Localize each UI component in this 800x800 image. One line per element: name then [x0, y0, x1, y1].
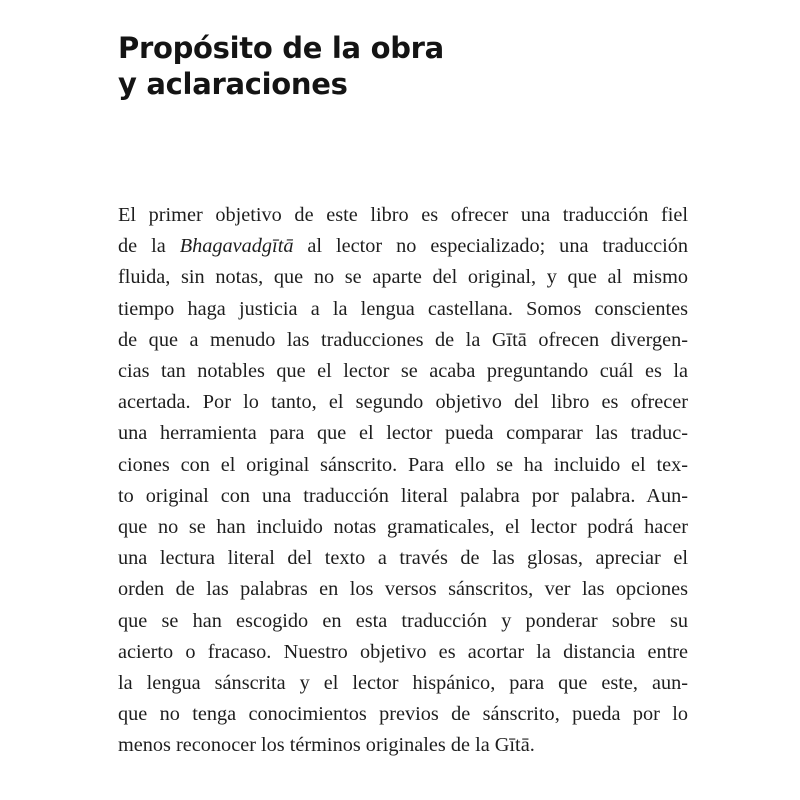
text-segment: la lengua sánscrita y el lector hispánico, para que este, aun-: [118, 672, 688, 695]
text-segment: que se han escogido en esta traducción y ponderar sobre su: [118, 609, 688, 632]
text-segment: orden de las palabras en los versos sánscritos, ver las opciones: [118, 578, 688, 601]
text-line: [118, 418, 688, 449]
text-segment: ciones con el original sánscrito. Para ello se ha incluido el tex-: [118, 453, 688, 476]
text-segment: El primer objetivo de este libro es ofrecer una traducción fiel: [118, 204, 688, 226]
text-segment: acertada. Por lo tanto, el segundo objetivo del libro es ofrecer: [118, 391, 688, 414]
text-line: [118, 450, 688, 481]
text-line: [118, 231, 688, 262]
text-segment: una lectura literal del texto a través de las glosas, apreciar el: [118, 547, 688, 570]
text-segment: menos reconocer los términos originales de la Gītā.: [118, 734, 535, 757]
text-line: [118, 668, 688, 699]
text-segment: fluida, sin notas, que no se aparte del original, y que al mismo: [118, 266, 688, 289]
text-segment: al lector no especializado; una traducción: [293, 235, 689, 258]
italic-title-text: Bhagavadgītā: [179, 235, 294, 258]
text-line: [118, 387, 688, 418]
text-segment: tiempo haga justicia a la lengua castellana. Somos conscientes: [118, 297, 688, 320]
text-line: [118, 699, 688, 730]
text-segment: una herramienta para que el lector pueda comparar las traduc-: [118, 422, 688, 445]
text-line: [118, 200, 688, 231]
text-segment: de la: [118, 235, 180, 258]
text-segment: acierto o fracaso. Nuestro objetivo es acortar la distancia entre: [118, 640, 688, 663]
text-line: [118, 543, 688, 574]
chapter-title-line-1: Propósito de la obra: [118, 31, 444, 65]
text-segment: que no se han incluido notas gramaticales, el lector podrá hacer: [118, 516, 688, 539]
text-line: [118, 606, 688, 637]
text-line: [118, 262, 688, 293]
text-line: [118, 481, 688, 512]
text-segment: cias tan notables que el lector se acaba preguntando cuál es la: [118, 360, 688, 383]
chapter-title: [118, 30, 444, 102]
text-segment: de que a menudo las traducciones de la Gītā ofrecen divergen-: [118, 328, 688, 351]
body-paragraph: [118, 200, 688, 762]
text-segment: to original con una traducción literal palabra por palabra. Aun-: [118, 484, 688, 507]
text-line: [118, 512, 688, 543]
text-line: [118, 325, 688, 356]
text-segment: que no tenga conocimientos previos de sánscrito, pueda por lo: [118, 703, 688, 726]
text-line: [118, 294, 688, 325]
text-line: [118, 574, 688, 605]
text-line: [118, 637, 688, 668]
chapter-title-line-2: y aclaraciones: [118, 67, 348, 101]
text-line: [118, 356, 688, 387]
text-line: [118, 730, 688, 761]
